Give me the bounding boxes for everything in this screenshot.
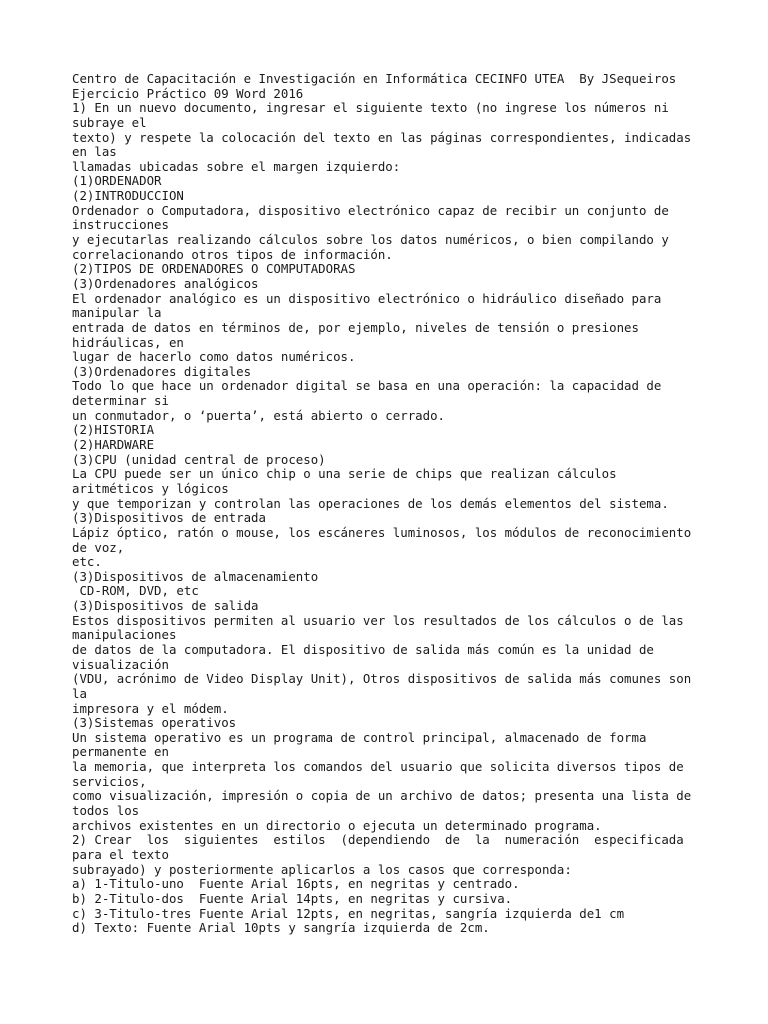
document-line: servicios, — [72, 773, 147, 789]
document-line: para el texto — [72, 846, 169, 862]
document-line: (1)ORDENADOR — [72, 173, 162, 189]
document-line: El ordenador analógico es un dispositivo electrónico o hidráulico diseñado para — [72, 290, 662, 306]
document-line: determinar si — [72, 393, 169, 409]
document-line: (3)Ordenadores analógicos — [72, 275, 259, 291]
document-line: todos los — [72, 803, 140, 819]
document-line: (3)Dispositivos de entrada — [72, 510, 266, 526]
document-line: un conmutador, o ‘puerta’, está abierto o cerrado. — [72, 407, 445, 423]
document-line: 2) Crear los siguientes estilos (dependiendo de la numeración especificada — [72, 832, 684, 848]
document-line: d) Texto: Fuente Arial 10pts y sangría izquierda de 2cm. — [72, 920, 490, 936]
document-line: c) 3-Titulo-tres Fuente Arial 12pts, en negritas, sangría izquierda de1 cm — [72, 905, 625, 921]
document-line: llamadas ubicadas sobre el margen izquierdo: — [72, 158, 401, 174]
document-line: (2)TIPOS DE ORDENADORES O COMPUTADORAS — [72, 261, 356, 277]
document-line: la — [72, 685, 87, 701]
document-line: correlacionando otros tipos de información. — [72, 246, 393, 262]
document-line: como visualización, impresión o copia de un archivo de datos; presenta una lista de — [72, 788, 692, 804]
document-line: (2)HISTORIA — [72, 422, 155, 438]
document-line: (3)Dispositivos de almacenamiento — [72, 568, 319, 584]
document-line: instrucciones — [72, 217, 169, 233]
document-line: y que temporizan y controlan las operaciones de los demás elementos del sistema. — [72, 495, 669, 511]
document-line: de datos de la computadora. El dispositivo de salida más común es la unidad de — [72, 641, 654, 657]
document-line: y ejecutarlas realizando cálculos sobre los datos numéricos, o bien compilando y — [72, 232, 669, 248]
document-line: archivos existentes en un directorio o ejecuta un determinado programa. — [72, 817, 602, 833]
document-line: manipular la — [72, 305, 162, 321]
document-body — [72, 72, 708, 936]
document-line: entrada de datos en términos de, por ejemplo, niveles de tensión o presiones — [72, 319, 639, 335]
document-line: (3)Ordenadores digitales — [72, 363, 252, 379]
document-line: (3)Dispositivos de salida — [72, 598, 259, 614]
document-line: (3)Sistemas operativos — [72, 715, 237, 731]
document-line: (2)HARDWARE — [72, 437, 155, 453]
document-line: 1) En un nuevo documento, ingresar el siguiente texto (no ingrese los números ni — [72, 100, 669, 116]
document-line: (VDU, acrónimo de Video Display Unit), Otros dispositivos de salida más comunes son — [72, 671, 692, 687]
document-line: Estos dispositivos permiten al usuario ver los resultados de los cálculos o de las — [72, 612, 684, 628]
document-line: en las — [72, 144, 117, 160]
document-line: manipulaciones — [72, 627, 177, 643]
document-line: aritméticos y lógicos — [72, 480, 229, 496]
document-line: CD-ROM, DVD, etc — [72, 583, 199, 599]
document-line: impresora y el módem. — [72, 700, 229, 716]
document-line: La CPU puede ser un único chip o una serie de chips que realizan cálculos — [72, 466, 617, 482]
document-line: hidráulicas, en — [72, 334, 184, 350]
document-line: Todo lo que hace un ordenador digital se basa en una operación: la capacidad de — [72, 378, 662, 394]
document-line: (2)INTRODUCCION — [72, 188, 184, 204]
document-line: visualización — [72, 656, 169, 672]
document-line: Ejercicio Práctico 09 Word 2016 — [72, 85, 304, 101]
document-line: de voz, — [72, 539, 125, 555]
document-line: Ordenador o Computadora, dispositivo electrónico capaz de recibir un conjunto de — [72, 202, 669, 218]
document-line: b) 2-Titulo-dos Fuente Arial 14pts, en negritas y cursiva. — [72, 890, 513, 906]
document-line: a) 1-Titulo-uno Fuente Arial 16pts, en negritas y centrado. — [72, 876, 520, 892]
document-line: permanente en — [72, 744, 169, 760]
document-line: lugar de hacerlo como datos numéricos. — [72, 349, 356, 365]
document-line: Centro de Capacitación e Investigación en Informática CECINFO UTEA By JSequeiros — [72, 71, 677, 86]
document-line: (3)CPU (unidad central de proceso) — [72, 451, 326, 467]
document-line: Un sistema operativo es un programa de control principal, almacenado de forma — [72, 729, 647, 745]
document-line: texto) y respete la colocación del texto en las páginas correspondientes, indicadas — [72, 129, 692, 145]
document-line: subrayado) y posteriormente aplicarlos a los casos que corresponda: — [72, 861, 572, 877]
document-line: Lápiz óptico, ratón o mouse, los escáneres luminosos, los módulos de reconocimiento — [72, 524, 692, 540]
document-line: subraye el — [72, 114, 147, 130]
document-line: etc. — [72, 554, 102, 570]
document-line: la memoria, que interpreta los comandos del usuario que solicita diversos tipos de — [72, 759, 684, 775]
